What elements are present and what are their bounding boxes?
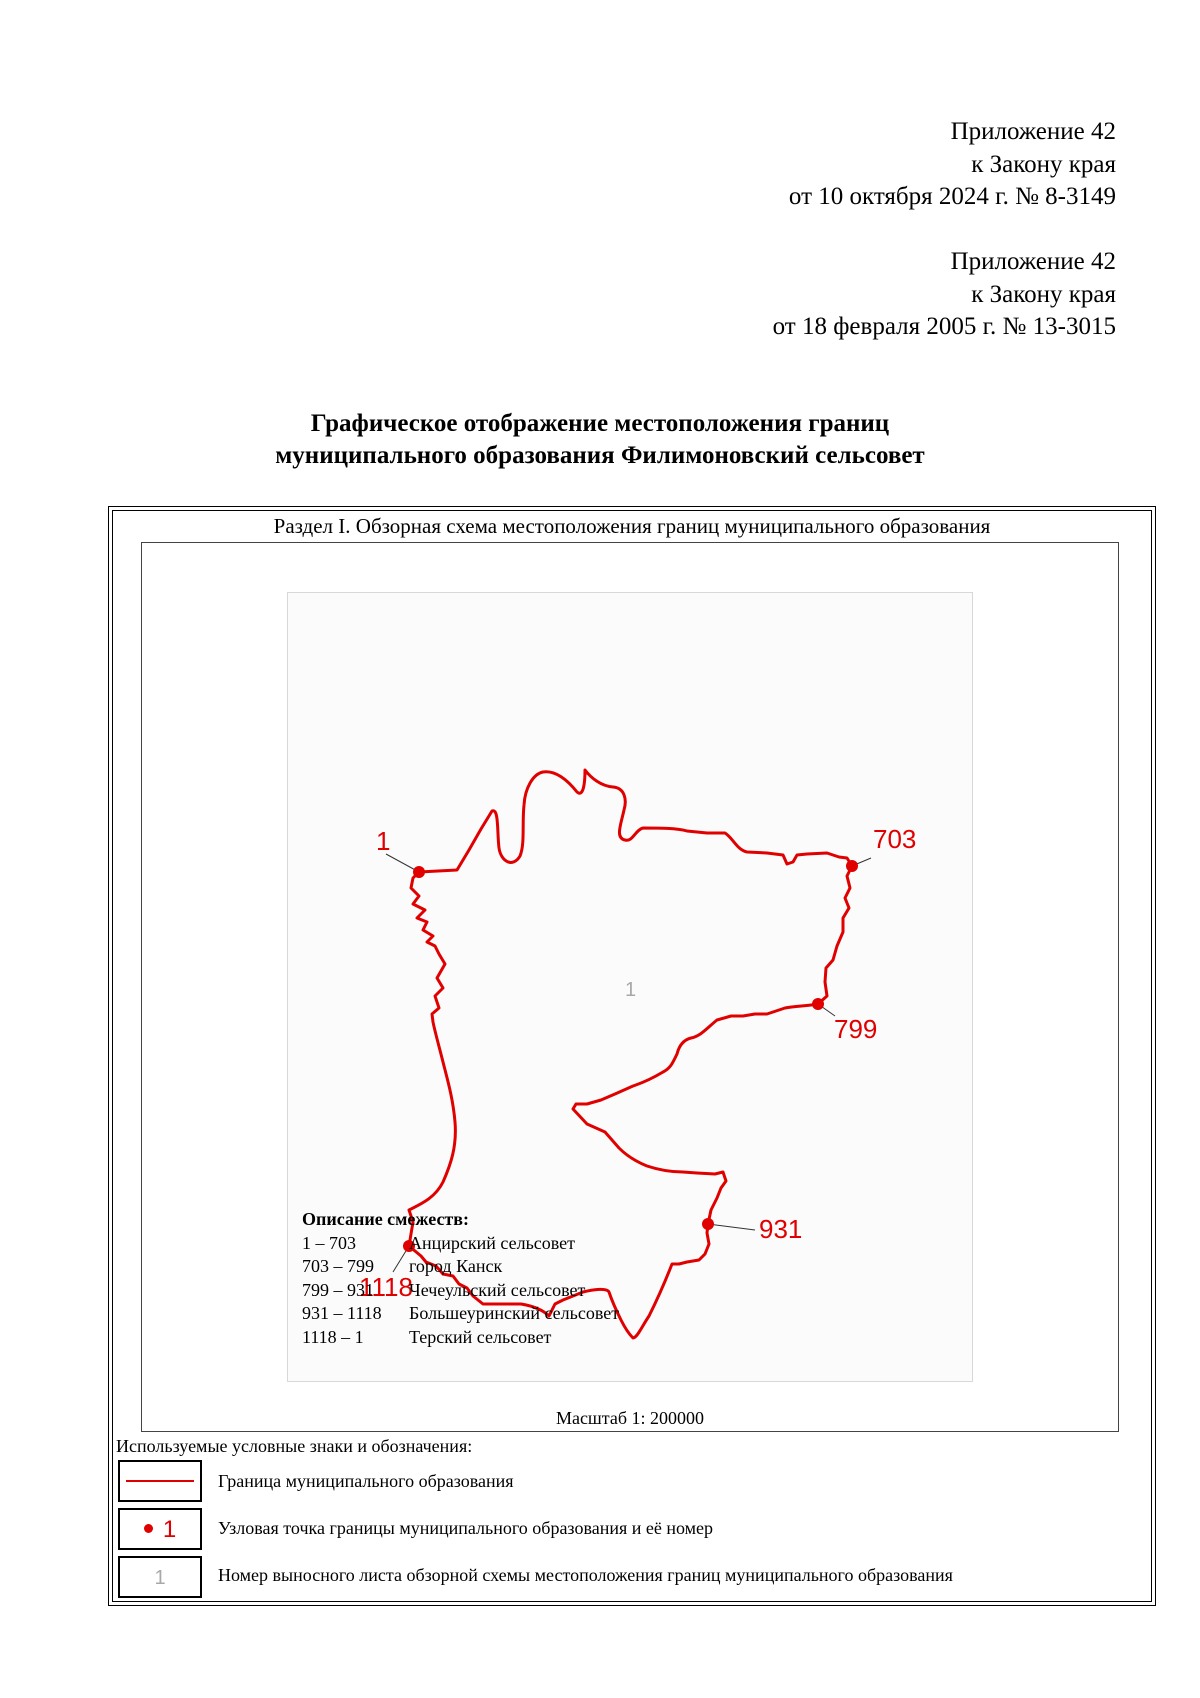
legend-symbol-node [118,1508,202,1550]
adjacency-row [302,1326,619,1350]
node-symbol-number: 1 [162,1516,177,1543]
legend-label-boundary: Граница муниципального образования [218,1471,514,1491]
node-799-label: 799 [834,1014,878,1044]
adjacency-neighbor: Чечеульский сельсовет [409,1279,586,1300]
adjacency-row [302,1279,619,1303]
section-title: Раздел I. Обзорная схема местоположения границ муниципального образования [273,514,991,538]
adjacency-range: 931 – 1118 [302,1303,382,1323]
adjacency-neighbor: город Канск [409,1256,503,1276]
adjacency-row [302,1232,619,1256]
sheet-number-label: 1 [625,979,637,1001]
node-931-label: 931 [759,1214,803,1244]
map-scale: Масштаб 1: 200000 [555,1408,705,1428]
appendix-line: к Закону края [971,150,1116,178]
node-931-leader [708,1224,755,1230]
appendix-header-current [789,116,1116,214]
legend-title: Используемые условные знаки и обозначения: [116,1436,473,1456]
legend-label-sheet: Номер выносного листа обзорной схемы местоположения границ муниципального образования [218,1565,953,1585]
adjacency-range: 1 – 703 [302,1232,356,1253]
node-dot-icon [144,1524,153,1533]
adjacency-range: 1118 – 1 [302,1326,364,1347]
appendix-line: Приложение 42 [950,118,1116,145]
document-title-line: Графическое отображение местоположения границ [310,410,890,437]
document-title-line: муниципального образования Филимоновский сельсовет [275,442,925,469]
adjacency-title: Описание смежеств: [302,1209,469,1229]
sheet-number-symbol: 1 [154,1567,166,1589]
appendix-header-original [773,246,1116,344]
adjacency-row [302,1302,619,1326]
boundary-line-swatch [126,1480,194,1482]
node-703-point [846,860,858,872]
document-title [0,408,1200,472]
node-symbol [120,1516,200,1544]
adjacency-neighbor: Анцирский сельсовет [409,1232,576,1253]
node-703-label: 703 [873,824,917,854]
adjacency-range: 703 – 799 [302,1256,374,1276]
adjacency-neighbor: Большеуринский сельсовет [409,1303,620,1323]
appendix-line: к Закону края [971,280,1116,308]
legend-symbol-boundary [118,1460,202,1502]
node-931-point [702,1218,714,1230]
adjacency-description [302,1208,619,1349]
adjacency-range: 799 – 931 [302,1279,374,1300]
node-1-label: 1 [376,826,391,856]
appendix-line: от 18 февраля 2005 г. № 13-3015 [772,313,1116,340]
appendix-line: Приложение 42 [950,248,1116,275]
adjacency-neighbor: Терский сельсовет [409,1326,552,1347]
node-1118-label: 1118 [359,1272,413,1302]
appendix-line: от 10 октября 2024 г. № 8-3149 [788,183,1116,210]
legend-label-node: Узловая точка границы муниципального образования и её номер [218,1518,714,1538]
node-1-point [413,866,425,878]
legend-symbol-sheet [118,1556,202,1598]
node-799-point [812,998,824,1010]
adjacency-row [302,1255,619,1279]
